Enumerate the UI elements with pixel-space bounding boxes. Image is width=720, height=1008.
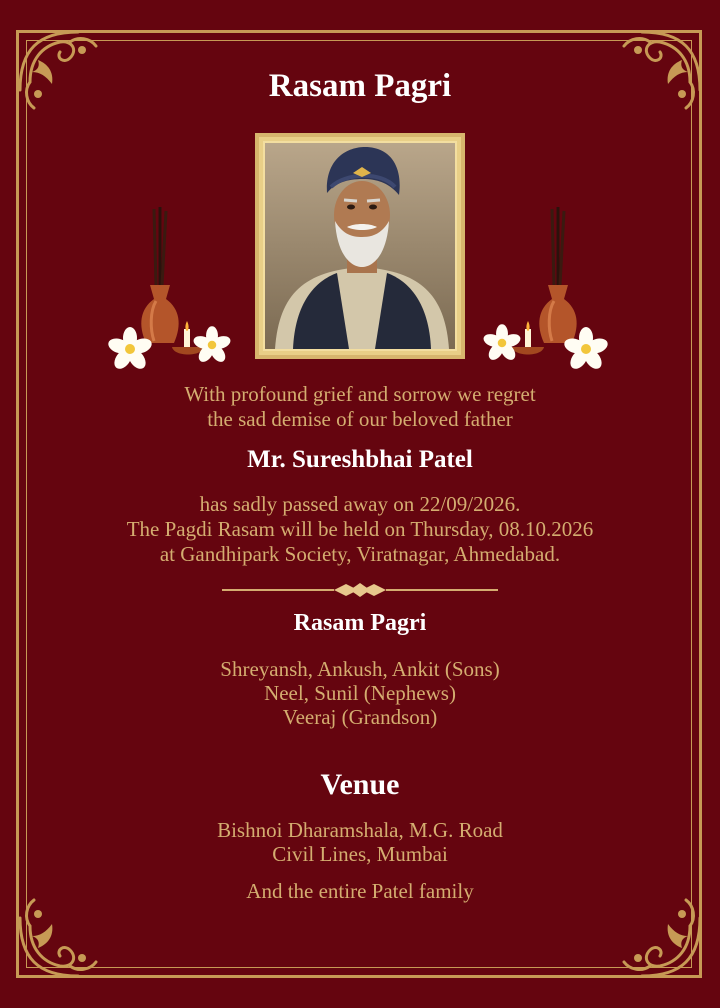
family-line-3: Veeraj (Grandson)	[282, 705, 438, 729]
card-title: Rasam Pagri	[268, 68, 452, 104]
detail-line-2: The Pagdi Rasam will be held on Thursday, 08.10.2026	[126, 517, 594, 541]
incense-vase-icon	[104, 205, 236, 373]
family-line-2: Neel, Sunil (Nephews)	[264, 681, 456, 705]
portrait-illustration	[265, 143, 457, 349]
portrait-frame	[255, 133, 465, 359]
intro-line-1: With profound grief and sorrow we regret	[184, 382, 536, 406]
closing-line: And the entire Patel family	[246, 879, 474, 903]
deceased-name: Mr. Sureshbhai Patel	[247, 446, 473, 473]
ornament-corner-icon	[8, 892, 104, 988]
detail-line-1: has sadly passed away on 22/09/2026.	[199, 492, 521, 516]
divider-ornament-icon	[222, 580, 498, 600]
incense-vase-icon	[482, 205, 614, 373]
detail-line-3: at Gandhipark Society, Viratnagar, Ahmedabad.	[159, 542, 561, 566]
portrait-photo	[263, 141, 457, 351]
section-title: Rasam Pagri	[293, 610, 427, 636]
ornament-corner-icon	[616, 892, 712, 988]
venue-title: Venue	[320, 768, 400, 801]
family-line-1: Shreyansh, Ankush, Ankit (Sons)	[220, 657, 500, 681]
venue-line-2: Civil Lines, Mumbai	[272, 842, 448, 866]
venue-line-1: Bishnoi Dharamshala, M.G. Road	[217, 818, 503, 842]
intro-line-2: the sad demise of our beloved father	[207, 407, 513, 431]
